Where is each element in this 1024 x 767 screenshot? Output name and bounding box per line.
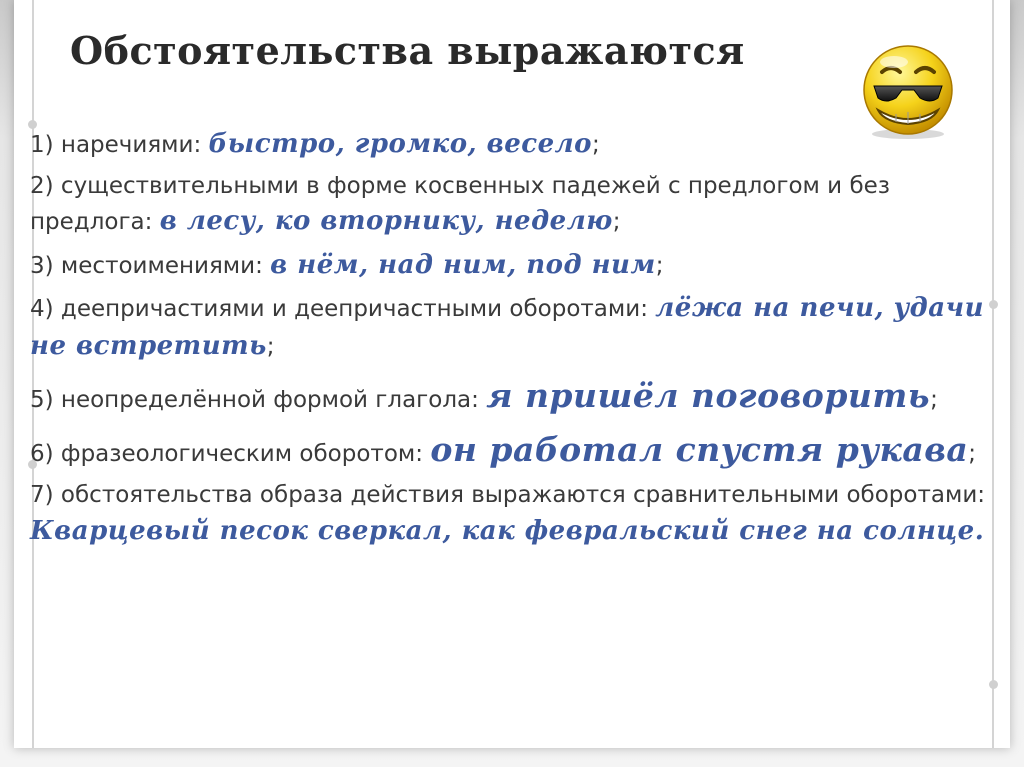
item-end: ; xyxy=(930,386,938,413)
item-end: ; xyxy=(266,334,275,361)
list-item xyxy=(30,170,995,241)
item-example: в лесу, ко вторнику, неделю xyxy=(159,206,613,237)
item-text: 7) обстоятельства образа действия выражаются сравнительными оборотами: xyxy=(30,482,986,509)
item-example: он работал спустя рукава xyxy=(430,429,969,469)
slide-content xyxy=(30,126,995,557)
list-item xyxy=(30,479,995,550)
list-item xyxy=(30,426,995,474)
item-text: 5) неопределённой формой глагола: xyxy=(30,386,487,413)
margin-dot xyxy=(989,680,998,689)
item-text: 4) деепричастиями и деепричастными оборотами: xyxy=(30,296,656,323)
item-end: ; xyxy=(612,209,621,236)
list-item xyxy=(30,126,995,164)
list-item xyxy=(30,290,995,365)
item-end: ; xyxy=(592,132,600,158)
list-item xyxy=(30,372,995,420)
item-example: Кварцевый песок сверкал, как февральский снег на солнце. xyxy=(30,515,985,546)
item-end: ; xyxy=(968,440,977,467)
item-example: лёжа на печи, удачи не встретить xyxy=(30,293,985,362)
item-text: 3) местоимениями: xyxy=(30,252,271,279)
item-text: 2) существительными в форме косвенных падежей с предлогом и без предлога: xyxy=(30,172,891,236)
item-text: 1) наречиями: xyxy=(30,132,209,158)
item-example: быстро, громко, весело xyxy=(208,129,592,159)
item-example: в нём, над ним, под ним xyxy=(270,249,656,280)
slide-title: Обстоятельства выражаются xyxy=(70,28,745,73)
item-text: 6) фразеологическим оборотом: xyxy=(30,440,431,467)
list-item xyxy=(30,247,995,285)
item-end: ; xyxy=(655,252,664,279)
item-example: я пришёл поговорить xyxy=(486,375,931,415)
